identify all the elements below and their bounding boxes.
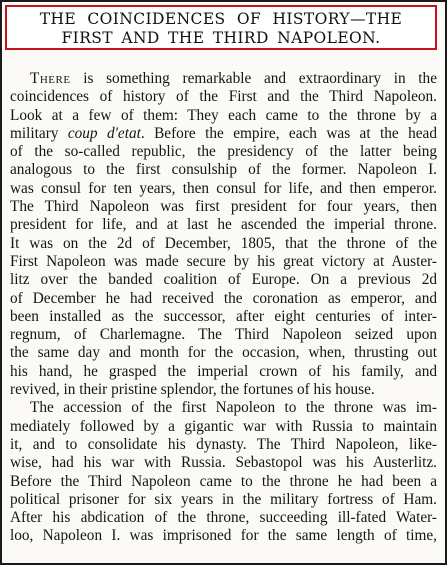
- text-segment: mediately followed by a gigantic war with Russia to maintain: [10, 417, 437, 435]
- text-segment: analogous to the first consulship of the former. Napoleon I.: [10, 161, 437, 179]
- text-segment: Look at a few of them: They each came to the throne by a: [10, 106, 437, 124]
- text-line: [10, 235, 437, 253]
- text-segment: Before the Third Napoleon came to the throne he had been a: [10, 472, 437, 490]
- text-line: [10, 125, 437, 143]
- text-line: [10, 381, 437, 399]
- text-line: [10, 161, 437, 179]
- text-segment: The accession of the first Napoleon to the throne was im-: [30, 399, 437, 417]
- text-line: [10, 70, 437, 88]
- text-line: [10, 509, 437, 527]
- text-segment: First Napoleon was made secure by his great victory at Auster-: [10, 252, 437, 270]
- text-segment: The Third Napoleon was first president for four years, then: [10, 198, 437, 216]
- text-line: [10, 216, 437, 234]
- text-line: [10, 253, 437, 271]
- text-line: [10, 344, 437, 362]
- text-segment: of the so-called republic, the presidency of the latter being: [10, 143, 437, 161]
- text-segment: . Before the empire, each was at the head: [140, 124, 437, 142]
- text-segment: litz over the banded coalition of Europe. On a previous 2d: [10, 271, 437, 289]
- text-line: [10, 290, 437, 308]
- italic-phrase: coup d'etat: [67, 124, 141, 142]
- text-line: [10, 88, 437, 106]
- text-segment: of December he had received the coronation as emperor, and: [10, 289, 437, 307]
- text-line: [10, 491, 437, 509]
- text-line: [10, 271, 437, 289]
- title-line-1: THE COINCIDENCES OF HISTORY—THE: [39, 10, 403, 28]
- text-line: [10, 454, 437, 472]
- text-segment: coincidences of history of the First and the Third Napoleon.: [10, 88, 437, 106]
- text-segment: wise, had his war with Russia. Sebastopol was his Austerlitz.: [10, 454, 437, 472]
- text-segment: president for life, and at last he ascended the imperial throne.: [10, 216, 437, 234]
- text-line: [10, 198, 437, 216]
- text-segment: it, and to consolidate his dynasty. The Third Napoleon, like-: [10, 435, 437, 453]
- text-line: [10, 363, 437, 381]
- text-segment: the same day and month for the occasion, when, thrusting out: [10, 344, 437, 362]
- text-line: [10, 399, 437, 417]
- text-segment: political prisoner for six years in the military fortress of Ham.: [10, 490, 437, 508]
- text-segment: revived, in their pristine splendor, the fortunes of his house.: [10, 381, 375, 399]
- text-line: [10, 143, 437, 161]
- text-line: [10, 107, 437, 125]
- text-line: [10, 473, 437, 491]
- text-segment: loo, Napoleon I. was imprisoned for the same length of time,: [10, 527, 437, 545]
- text-segment: was consul for ten years, then consul for life, and then emperor.: [10, 179, 437, 197]
- text-segment: his hand, he grasped the imperial crown of his family, and: [10, 362, 437, 380]
- text-segment: It was on the 2d of December, 1805, that the throne of the: [10, 234, 437, 252]
- text-line: [10, 527, 437, 545]
- text-line: [10, 180, 437, 198]
- drop-word: There: [30, 70, 71, 87]
- article-body: [10, 70, 437, 546]
- text-segment: regnum, of Charlemagne. The Third Napoleon seized upon: [10, 326, 437, 344]
- text-segment: is something remarkable and extraordinary in the: [70, 70, 437, 87]
- text-segment: been installed as the successor, after eight centuries of inter-: [10, 307, 437, 325]
- title-box: [5, 5, 437, 50]
- text-line: [10, 308, 437, 326]
- text-segment: After his abdication of the throne, succeeding ill-fated Water-: [10, 509, 437, 527]
- title-line-2: FIRST AND THE THIRD NAPOLEON.: [61, 29, 381, 47]
- text-segment: military: [10, 124, 68, 142]
- text-line: [10, 418, 437, 436]
- text-line: [10, 436, 437, 454]
- text-line: [10, 326, 437, 344]
